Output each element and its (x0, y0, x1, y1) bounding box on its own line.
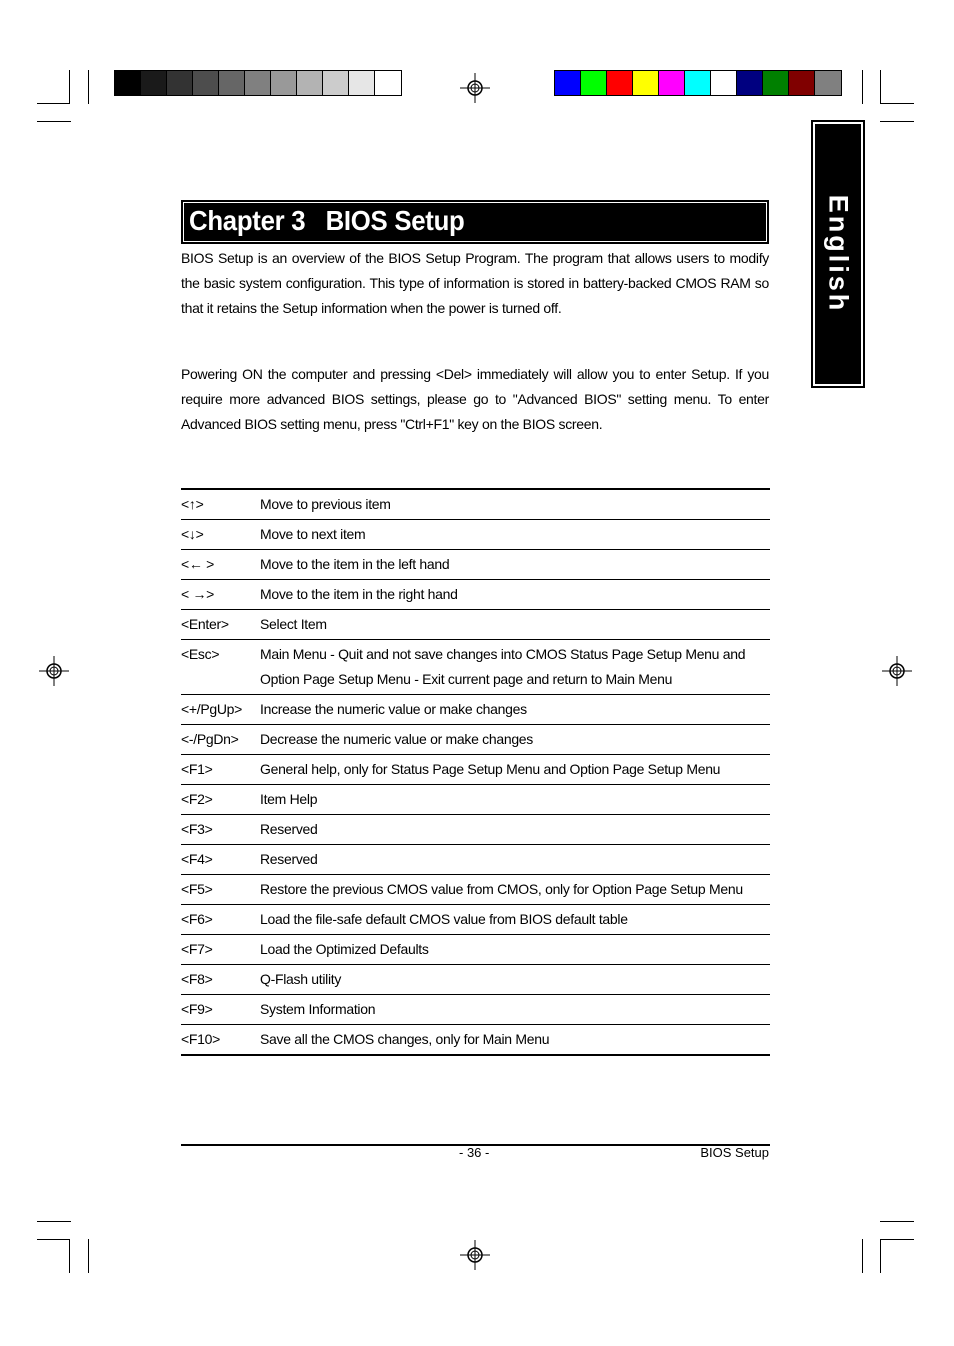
color-swatch (685, 71, 711, 95)
registration-mark-icon (39, 656, 69, 686)
crop-mark (880, 103, 914, 104)
key-cell: <F2> (181, 791, 213, 807)
crop-mark (37, 1239, 69, 1240)
table-row (181, 755, 770, 785)
description-cell: Move to the item in the right hand (260, 586, 458, 602)
description-cell: Decrease the numeric value or make changes (260, 731, 533, 747)
color-swatch (607, 71, 633, 95)
description-cell: Item Help (260, 791, 318, 807)
key-cell: < →> (181, 586, 215, 602)
table-row (181, 725, 770, 755)
color-swatch (193, 71, 219, 95)
color-swatch (581, 71, 607, 95)
description-cell: Main Menu - Quit and not save changes into CMOS Status Page Setup Menu and Option Page Setup Menu - Exit current page and return to Main Menu (260, 646, 746, 687)
key-cell: <Enter> (181, 616, 229, 632)
key-cell: <F5> (181, 881, 213, 897)
footer-section-title: BIOS Setup (700, 1145, 769, 1160)
description-cell: Move to the item in the left hand (260, 556, 450, 572)
color-swatch (167, 71, 193, 95)
description-cell: Reserved (260, 821, 318, 837)
crop-mark (37, 1221, 71, 1222)
color-swatch (323, 71, 349, 95)
color-swatch (789, 71, 815, 95)
table-row (181, 905, 770, 935)
color-swatch (141, 71, 167, 95)
color-swatch (271, 71, 297, 95)
key-cell: <Esc> (181, 646, 220, 662)
color-swatch (711, 71, 737, 95)
description-cell: Q-Flash utility (260, 971, 342, 987)
crop-mark (37, 103, 69, 104)
intro-paragraph: BIOS Setup is an overview of the BIOS Setup Program. The program that allows users to modify the basic system configuration. This type of information is stored in battery-backed CMOS RAM so that it retains the Setup information when the power is turned off. (181, 250, 769, 316)
crop-mark (880, 70, 881, 104)
registration-mark-icon (460, 1240, 490, 1270)
chapter-header (181, 200, 769, 244)
table-row (181, 695, 770, 725)
key-cell: <F10> (181, 1031, 220, 1047)
color-swatch (659, 71, 685, 95)
registration-mark-icon (460, 73, 490, 103)
side-tab-label: English (823, 194, 854, 314)
crop-mark (37, 121, 71, 122)
description-cell: Restore the previous CMOS value from CMOS, only for Option Page Setup Menu (260, 881, 743, 897)
description-cell: Load the file-safe default CMOS value from BIOS default table (260, 911, 628, 927)
table-row (181, 520, 770, 550)
crop-mark (69, 1239, 70, 1273)
key-cell: <+/PgUp> (181, 701, 243, 717)
table-row (181, 845, 770, 875)
crop-mark (88, 1239, 89, 1273)
key-cell: <F6> (181, 911, 213, 927)
key-cell: <-/PgDn> (181, 731, 239, 747)
description-cell: General help, only for Status Page Setup Menu and Option Page Setup Menu (260, 761, 721, 777)
crop-mark (880, 1221, 914, 1222)
color-swatch (297, 71, 323, 95)
crop-mark (88, 70, 89, 104)
grayscale-color-bar (114, 70, 402, 96)
table-row (181, 815, 770, 845)
crop-mark (862, 1239, 863, 1273)
color-swatch (737, 71, 763, 95)
table-row (181, 610, 770, 640)
registration-mark-icon (882, 656, 912, 686)
key-cell: <F1> (181, 761, 213, 777)
table-row (181, 785, 770, 815)
description-cell: Save all the CMOS changes, only for Main Menu (260, 1031, 550, 1047)
color-calibration-bar (554, 70, 842, 96)
crop-mark (69, 70, 70, 104)
key-cell: <F3> (181, 821, 213, 837)
crop-mark (880, 121, 914, 122)
language-side-tab (811, 120, 865, 388)
table-row (181, 935, 770, 965)
table-row (181, 550, 770, 580)
table-row (181, 875, 770, 905)
chapter-number: Chapter 3 (189, 205, 306, 236)
color-swatch (763, 71, 789, 95)
key-cell: <← > (181, 556, 215, 572)
crop-mark (880, 1239, 914, 1240)
color-swatch (245, 71, 271, 95)
table-row (181, 1025, 770, 1056)
crop-mark (880, 1239, 881, 1273)
key-cell: <F8> (181, 971, 213, 987)
description-cell: Move to next item (260, 526, 366, 542)
color-swatch (115, 71, 141, 95)
description-cell: Reserved (260, 851, 318, 867)
table-row (181, 965, 770, 995)
description-cell: Move to previous item (260, 496, 391, 512)
description-cell: Load the Optimized Defaults (260, 941, 429, 957)
table-row (181, 580, 770, 610)
table-row (181, 995, 770, 1025)
description-cell: Increase the numeric value or make changes (260, 701, 527, 717)
page-number: - 36 - (459, 1145, 490, 1160)
key-command-table (181, 488, 770, 1056)
color-swatch (815, 71, 841, 95)
color-swatch (555, 71, 581, 95)
color-swatch (375, 71, 401, 95)
key-cell: <F7> (181, 941, 213, 957)
crop-mark (862, 70, 863, 104)
table-row (181, 640, 770, 695)
color-swatch (633, 71, 659, 95)
setup-paragraph: Powering ON the computer and pressing <Del> immediately will allow you to enter Setup. If you require more advanced BIOS settings, please go to "Advanced BIOS" setting menu. To enter Advanced BIOS setting menu, press "Ctrl+F1" key on the BIOS screen. (181, 366, 769, 432)
key-cell: <F4> (181, 851, 213, 867)
chapter-title: BIOS Setup (325, 205, 465, 236)
key-cell: <F9> (181, 1001, 213, 1017)
color-swatch (219, 71, 245, 95)
key-cell: <↓> (181, 526, 204, 542)
table-row (181, 489, 770, 520)
description-cell: System Information (260, 1001, 376, 1017)
key-cell: <↑> (181, 496, 204, 512)
description-cell: Select Item (260, 616, 327, 632)
color-swatch (349, 71, 375, 95)
